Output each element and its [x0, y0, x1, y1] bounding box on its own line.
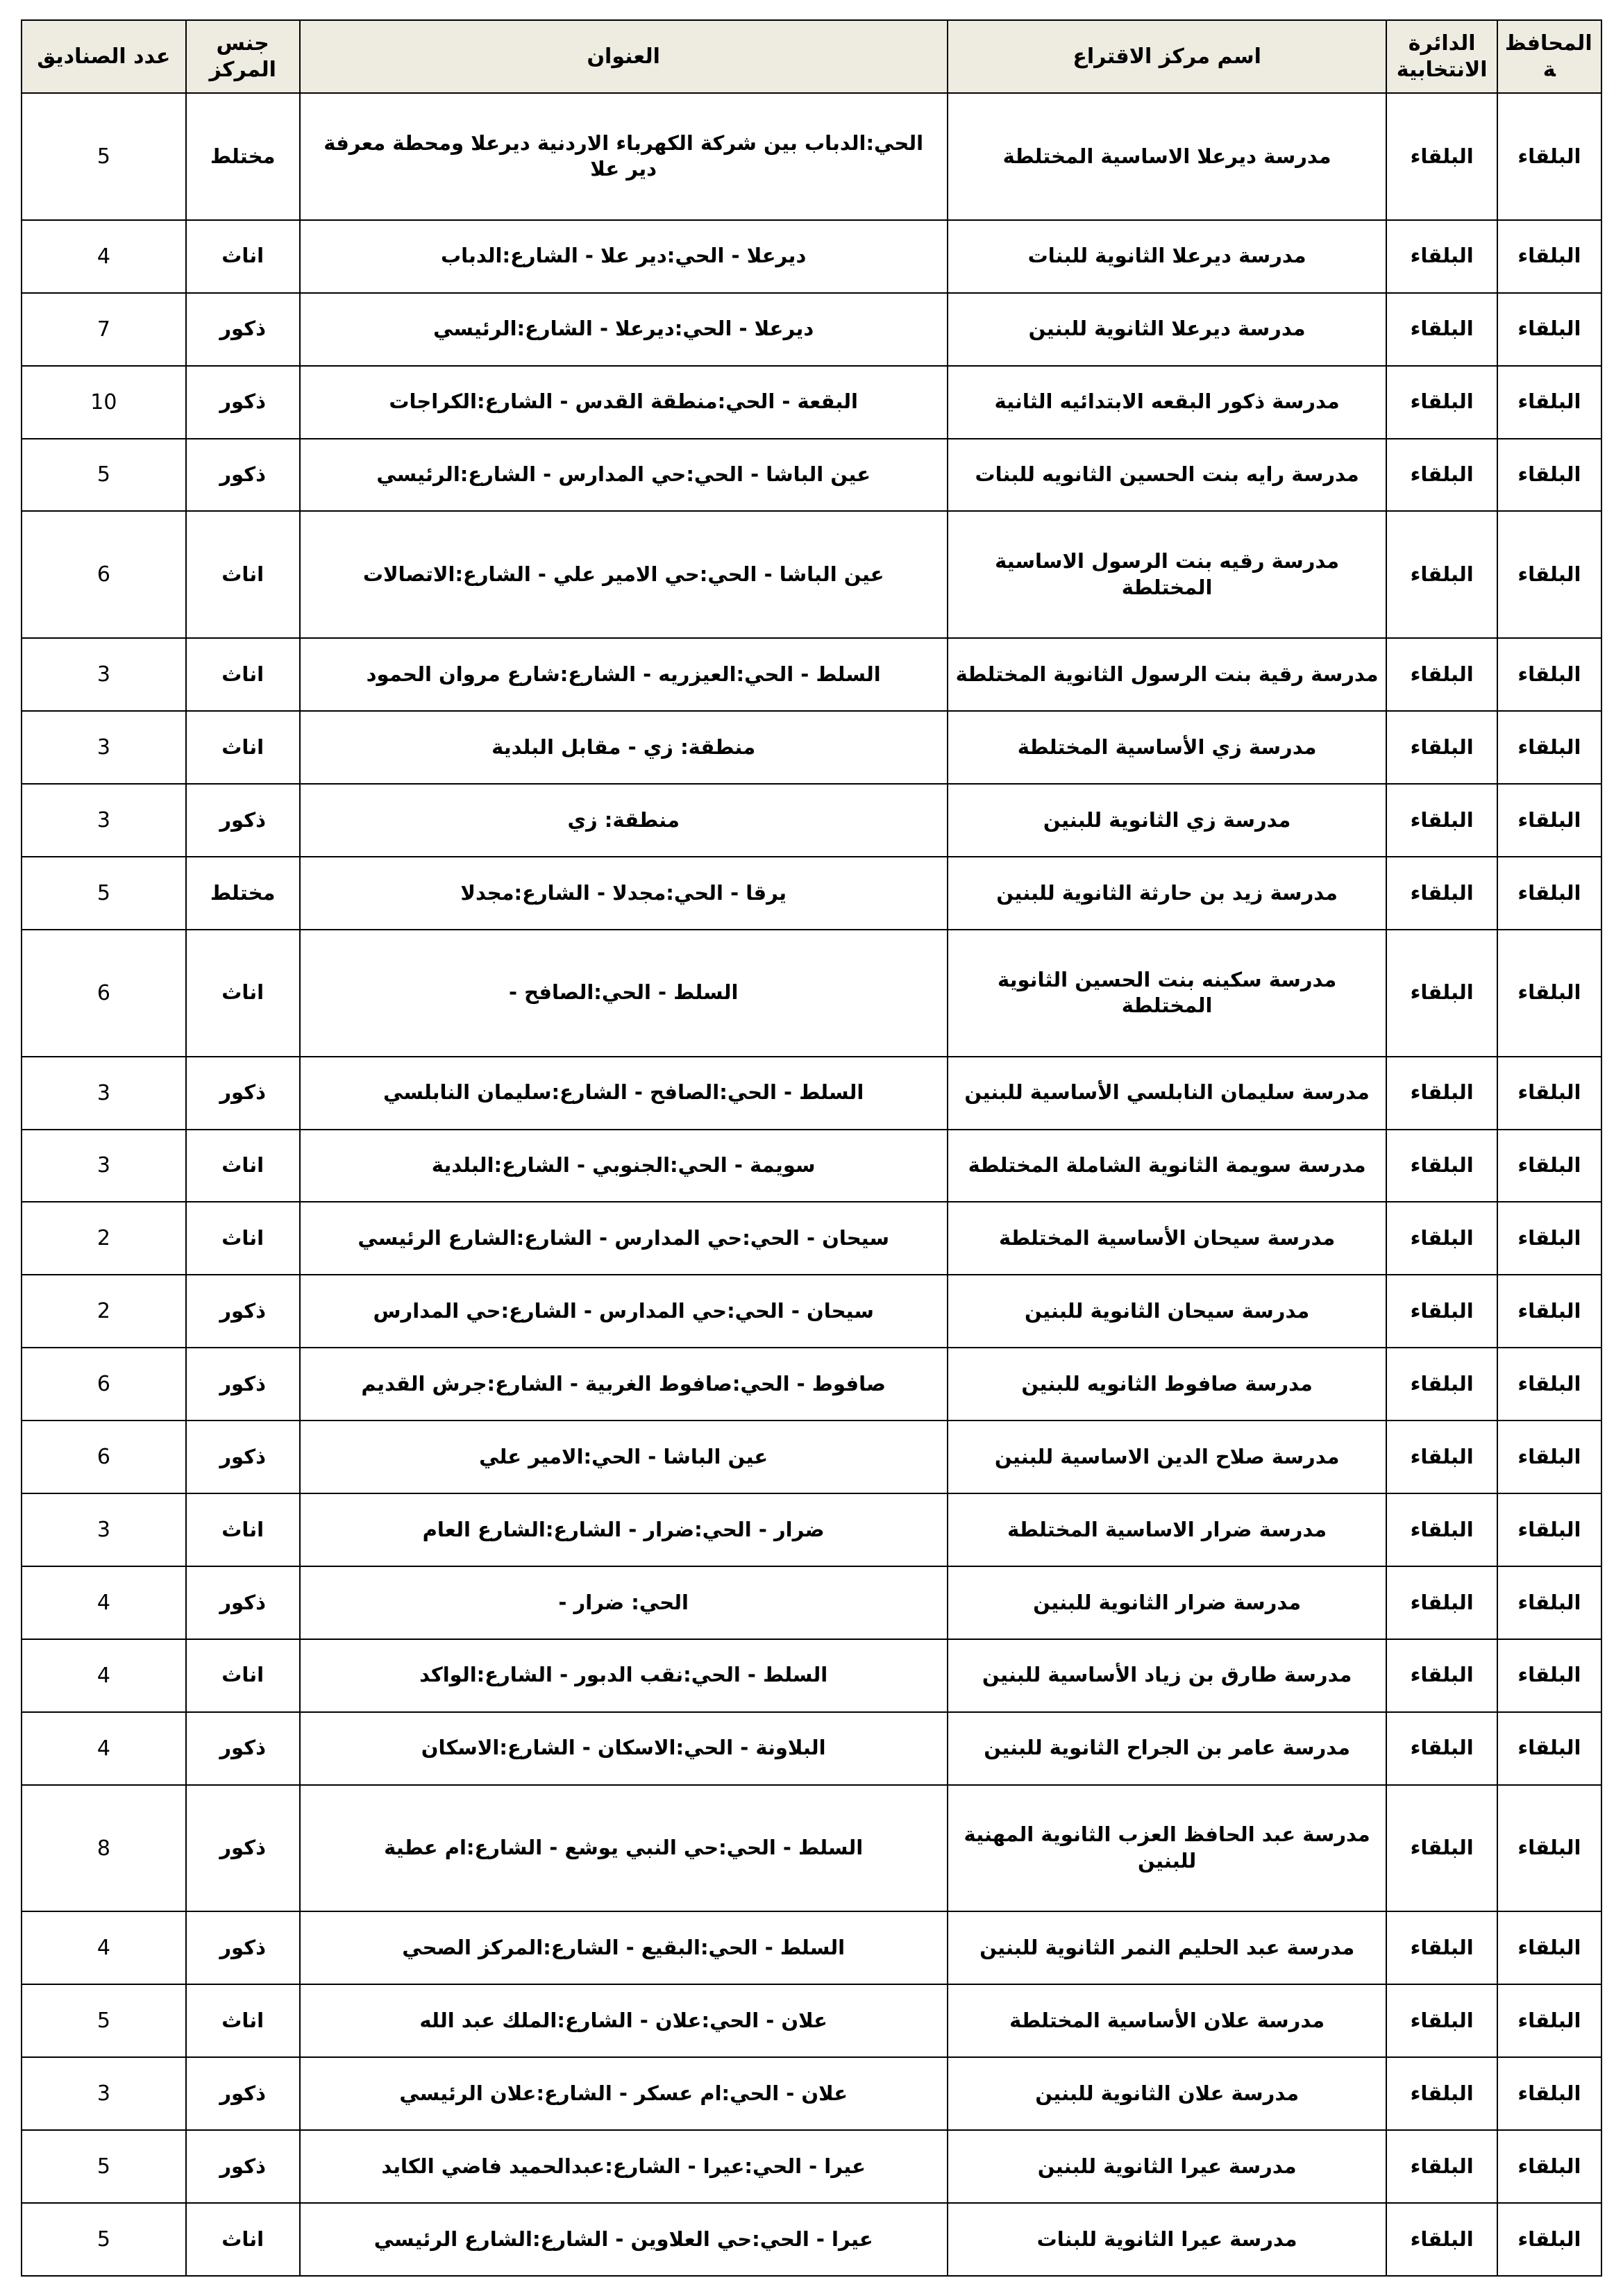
cell-governorate: البلقاء [1497, 93, 1601, 220]
cell-governorate: البلقاء [1497, 293, 1601, 366]
cell-boxes: 3 [22, 784, 186, 857]
cell-governorate: البلقاء [1497, 930, 1601, 1057]
cell-boxes: 4 [22, 1639, 186, 1712]
cell-district: البلقاء [1386, 930, 1497, 1057]
cell-gender: ذكور [186, 439, 300, 512]
header-row [22, 20, 1601, 93]
cell-name: مدرسة سويمة الثانوية الشاملة المختلطة [948, 1130, 1387, 1203]
cell-gender: ذكور [186, 2130, 300, 2203]
cell-gender: مختلط [186, 93, 300, 220]
cell-district: البلقاء [1386, 857, 1497, 930]
cell-district: البلقاء [1386, 1911, 1497, 1984]
table-row [22, 1712, 1601, 1785]
cell-address: السلط - الحي:الصافح - الشارع:سليمان النابلسي [300, 1057, 948, 1130]
cell-address: صافوط - الحي:صافوط الغربية - الشارع:جرش القديم [300, 1348, 948, 1421]
cell-governorate: البلقاء [1497, 2203, 1601, 2276]
cell-name: مدرسة علان الثانوية للبنين [948, 2057, 1387, 2130]
cell-boxes: 6 [22, 511, 186, 638]
cell-address: عيرا - الحي:عيرا - الشارع:عبدالحميد فاضي الكايد [300, 2130, 948, 2203]
cell-boxes: 3 [22, 1130, 186, 1203]
cell-gender: ذكور [186, 1785, 300, 1912]
cell-governorate: البلقاء [1497, 1275, 1601, 1348]
cell-governorate: البلقاء [1497, 220, 1601, 293]
cell-gender: ذكور [186, 1057, 300, 1130]
cell-address: السلط - الحي:البقيع - الشارع:المركز الصحي [300, 1911, 948, 1984]
cell-name: مدرسة ضرار الثانوية للبنين [948, 1566, 1387, 1639]
table-row [22, 1348, 1601, 1421]
cell-governorate: البلقاء [1497, 1911, 1601, 1984]
cell-name: مدرسة ديرعلا الثانوية للبنين [948, 293, 1387, 366]
polling-centers-table [21, 19, 1602, 2277]
cell-district: البلقاء [1386, 220, 1497, 293]
cell-address: عين الباشا - الحي:الامير علي [300, 1421, 948, 1493]
cell-gender: اناث [186, 2203, 300, 2276]
cell-district: البلقاء [1386, 1712, 1497, 1785]
cell-governorate: البلقاء [1497, 2057, 1601, 2130]
cell-name: مدرسة ديرعلا الثانوية للبنات [948, 220, 1387, 293]
cell-district: البلقاء [1386, 638, 1497, 711]
table-body [22, 93, 1601, 2276]
table-row [22, 2057, 1601, 2130]
cell-governorate: البلقاء [1497, 1057, 1601, 1130]
cell-boxes: 3 [22, 1057, 186, 1130]
table-row [22, 1639, 1601, 1712]
table-row [22, 366, 1601, 439]
cell-boxes: 10 [22, 366, 186, 439]
cell-boxes: 3 [22, 2057, 186, 2130]
cell-address: يرقا - الحي:مجدلا - الشارع:مجدلا [300, 857, 948, 930]
cell-address: عين الباشا - الحي:حي المدارس - الشارع:الرئيسي [300, 439, 948, 512]
table-header [22, 20, 1601, 93]
cell-governorate: البلقاء [1497, 1348, 1601, 1421]
cell-address: سيحان - الحي:حي المدارس - الشارع:الشارع الرئيسي [300, 1202, 948, 1275]
cell-district: البلقاء [1386, 1639, 1497, 1712]
cell-address: الحي: ضرار - [300, 1566, 948, 1639]
table-row [22, 2203, 1601, 2276]
cell-address: البلاونة - الحي:الاسكان - الشارع:الاسكان [300, 1712, 948, 1785]
cell-name: مدرسة عيرا الثانوية للبنات [948, 2203, 1387, 2276]
table-row [22, 1421, 1601, 1493]
cell-district: البلقاء [1386, 93, 1497, 220]
cell-address: عيرا - الحي:حي العلاوين - الشارع:الشارع الرئيسي [300, 2203, 948, 2276]
cell-district: البلقاء [1386, 2057, 1497, 2130]
header-center-name: اسم مركز الاقتراع [948, 20, 1387, 93]
table-row [22, 1202, 1601, 1275]
cell-name: مدرسة طارق بن زياد الأساسية للبنين [948, 1639, 1387, 1712]
cell-gender: ذكور [186, 1712, 300, 1785]
cell-boxes: 4 [22, 1712, 186, 1785]
cell-boxes: 5 [22, 2203, 186, 2276]
cell-name: مدرسة زيد بن حارثة الثانوية للبنين [948, 857, 1387, 930]
cell-boxes: 5 [22, 93, 186, 220]
cell-governorate: البلقاء [1497, 638, 1601, 711]
cell-gender: ذكور [186, 2057, 300, 2130]
cell-governorate: البلقاء [1497, 439, 1601, 512]
header-box-count: عدد الصناديق [22, 20, 186, 93]
cell-name: مدرسة رايه بنت الحسين الثانويه للبنات [948, 439, 1387, 512]
table-row [22, 784, 1601, 857]
cell-governorate: البلقاء [1497, 2130, 1601, 2203]
table-row [22, 293, 1601, 366]
cell-gender: اناث [186, 711, 300, 784]
table-row [22, 93, 1601, 220]
cell-district: البلقاء [1386, 784, 1497, 857]
cell-address: منطقة: زي - مقابل البلدية [300, 711, 948, 784]
cell-gender: اناث [186, 638, 300, 711]
cell-district: البلقاء [1386, 1202, 1497, 1275]
cell-gender: اناث [186, 1130, 300, 1203]
table-row [22, 1057, 1601, 1130]
cell-boxes: 3 [22, 638, 186, 711]
table-row [22, 930, 1601, 1057]
cell-boxes: 5 [22, 1984, 186, 2057]
cell-boxes: 6 [22, 930, 186, 1057]
table-row [22, 711, 1601, 784]
cell-gender: ذكور [186, 293, 300, 366]
table-row [22, 638, 1601, 711]
cell-boxes: 3 [22, 711, 186, 784]
cell-boxes: 6 [22, 1421, 186, 1493]
cell-boxes: 2 [22, 1202, 186, 1275]
cell-address: علان - الحي:علان - الشارع:الملك عبد الله [300, 1984, 948, 2057]
cell-name: مدرسة زي الأساسية المختلطة [948, 711, 1387, 784]
cell-address: ديرعلا - الحي:ديرعلا - الشارع:الرئيسي [300, 293, 948, 366]
cell-address: السلط - الحي:الصافح - [300, 930, 948, 1057]
cell-address: السلط - الحي:العيزريه - الشارع:شارع مروان الحمود [300, 638, 948, 711]
cell-boxes: 4 [22, 1566, 186, 1639]
cell-name: مدرسة صلاح الدين الاساسية للبنين [948, 1421, 1387, 1493]
cell-boxes: 7 [22, 293, 186, 366]
cell-gender: ذكور [186, 366, 300, 439]
table-row [22, 1911, 1601, 1984]
cell-name: مدرسة رقية بنت الرسول الثانوية المختلطة [948, 638, 1387, 711]
cell-boxes: 2 [22, 1275, 186, 1348]
cell-name: مدرسة رقيه بنت الرسول الاساسية المختلطة [948, 511, 1387, 638]
cell-governorate: البلقاء [1497, 1493, 1601, 1566]
cell-district: البلقاء [1386, 2203, 1497, 2276]
table-row [22, 1566, 1601, 1639]
cell-district: البلقاء [1386, 511, 1497, 638]
table-row [22, 439, 1601, 512]
cell-gender: ذكور [186, 1275, 300, 1348]
cell-district: البلقاء [1386, 1057, 1497, 1130]
cell-name: مدرسة ضرار الاساسية المختلطة [948, 1493, 1387, 1566]
cell-district: البلقاء [1386, 1493, 1497, 1566]
cell-address: علان - الحي:ام عسكر - الشارع:علان الرئيسي [300, 2057, 948, 2130]
cell-gender: ذكور [186, 1348, 300, 1421]
cell-gender: مختلط [186, 857, 300, 930]
cell-name: مدرسة علان الأساسية المختلطة [948, 1984, 1387, 2057]
cell-address: عين الباشا - الحي:حي الامير علي - الشارع:الاتصالات [300, 511, 948, 638]
cell-name: مدرسة عامر بن الجراح الثانوية للبنين [948, 1712, 1387, 1785]
cell-governorate: البلقاء [1497, 511, 1601, 638]
cell-governorate: البلقاء [1497, 1785, 1601, 1912]
cell-name: مدرسة ذكور البقعه الابتدائيه الثانية [948, 366, 1387, 439]
table-row [22, 1785, 1601, 1912]
cell-name: مدرسة سيحان الأساسية المختلطة [948, 1202, 1387, 1275]
cell-governorate: البلقاء [1497, 711, 1601, 784]
cell-governorate: البلقاء [1497, 1421, 1601, 1493]
cell-gender: اناث [186, 1984, 300, 2057]
cell-boxes: 5 [22, 439, 186, 512]
cell-name: مدرسة عبد الحافظ العزب الثانوية المهنية للبنين [948, 1785, 1387, 1912]
cell-gender: ذكور [186, 1421, 300, 1493]
cell-governorate: البلقاء [1497, 1202, 1601, 1275]
cell-name: مدرسة زي الثانوية للبنين [948, 784, 1387, 857]
table-row [22, 2130, 1601, 2203]
cell-gender: اناث [186, 1493, 300, 1566]
cell-name: مدرسة عبد الحليم النمر الثانوية للبنين [948, 1911, 1387, 1984]
cell-gender: ذكور [186, 1911, 300, 1984]
cell-governorate: البلقاء [1497, 1639, 1601, 1712]
cell-district: البلقاء [1386, 1566, 1497, 1639]
cell-name: مدرسة سيحان الثانوية للبنين [948, 1275, 1387, 1348]
cell-gender: اناث [186, 1202, 300, 1275]
cell-district: البلقاء [1386, 1421, 1497, 1493]
cell-district: البلقاء [1386, 1348, 1497, 1421]
table-row [22, 1984, 1601, 2057]
cell-gender: ذكور [186, 1566, 300, 1639]
cell-district: البلقاء [1386, 1130, 1497, 1203]
cell-address: منطقة: زي [300, 784, 948, 857]
cell-governorate: البلقاء [1497, 857, 1601, 930]
cell-district: البلقاء [1386, 439, 1497, 512]
cell-boxes: 5 [22, 2130, 186, 2203]
cell-boxes: 4 [22, 1911, 186, 1984]
header-address: العنوان [300, 20, 948, 93]
cell-governorate: البلقاء [1497, 1984, 1601, 2057]
header-gender: جنس المركز [186, 20, 300, 93]
cell-boxes: 5 [22, 857, 186, 930]
cell-district: البلقاء [1386, 366, 1497, 439]
cell-address: البقعة - الحي:منطقة القدس - الشارع:الكراجات [300, 366, 948, 439]
cell-address: الحي:الدباب بين شركة الكهرباء الاردنية ديرعلا ومحطة معرفة دير علا [300, 93, 948, 220]
cell-district: البلقاء [1386, 1984, 1497, 2057]
header-district: الدائرة الانتخابية [1386, 20, 1497, 93]
cell-gender: اناث [186, 511, 300, 638]
cell-name: مدرسة عيرا الثانوية للبنين [948, 2130, 1387, 2203]
header-governorate: المحافظة [1497, 20, 1601, 93]
cell-district: البلقاء [1386, 711, 1497, 784]
cell-district: البلقاء [1386, 2130, 1497, 2203]
cell-district: البلقاء [1386, 1785, 1497, 1912]
cell-name: مدرسة ديرعلا الاساسية المختلطة [948, 93, 1387, 220]
cell-address: ضرار - الحي:ضرار - الشارع:الشارع العام [300, 1493, 948, 1566]
cell-governorate: البلقاء [1497, 1712, 1601, 1785]
cell-name: مدرسة صافوط الثانويه للبنين [948, 1348, 1387, 1421]
cell-gender: ذكور [186, 784, 300, 857]
cell-address: ديرعلا - الحي:دير علا - الشارع:الدباب [300, 220, 948, 293]
cell-boxes: 6 [22, 1348, 186, 1421]
cell-address: سيحان - الحي:حي المدارس - الشارع:حي المدارس [300, 1275, 948, 1348]
cell-governorate: البلقاء [1497, 1566, 1601, 1639]
cell-gender: اناث [186, 220, 300, 293]
cell-address: سويمة - الحي:الجنوبي - الشارع:البلدية [300, 1130, 948, 1203]
cell-boxes: 4 [22, 220, 186, 293]
cell-governorate: البلقاء [1497, 1130, 1601, 1203]
cell-address: السلط - الحي:نقب الدبور - الشارع:الواكد [300, 1639, 948, 1712]
table-row [22, 1275, 1601, 1348]
table-row [22, 511, 1601, 638]
cell-boxes: 3 [22, 1493, 186, 1566]
cell-district: البلقاء [1386, 293, 1497, 366]
cell-address: السلط - الحي:حي النبي يوشع - الشارع:ام عطية [300, 1785, 948, 1912]
table-row [22, 857, 1601, 930]
cell-boxes: 8 [22, 1785, 186, 1912]
table-row [22, 1130, 1601, 1203]
table-row [22, 1493, 1601, 1566]
table-row [22, 220, 1601, 293]
cell-governorate: البلقاء [1497, 366, 1601, 439]
cell-name: مدرسة سليمان النابلسي الأساسية للبنين [948, 1057, 1387, 1130]
cell-gender: اناث [186, 930, 300, 1057]
cell-gender: اناث [186, 1639, 300, 1712]
cell-governorate: البلقاء [1497, 784, 1601, 857]
cell-district: البلقاء [1386, 1275, 1497, 1348]
cell-name: مدرسة سكينه بنت الحسين الثانوية المختلطة [948, 930, 1387, 1057]
